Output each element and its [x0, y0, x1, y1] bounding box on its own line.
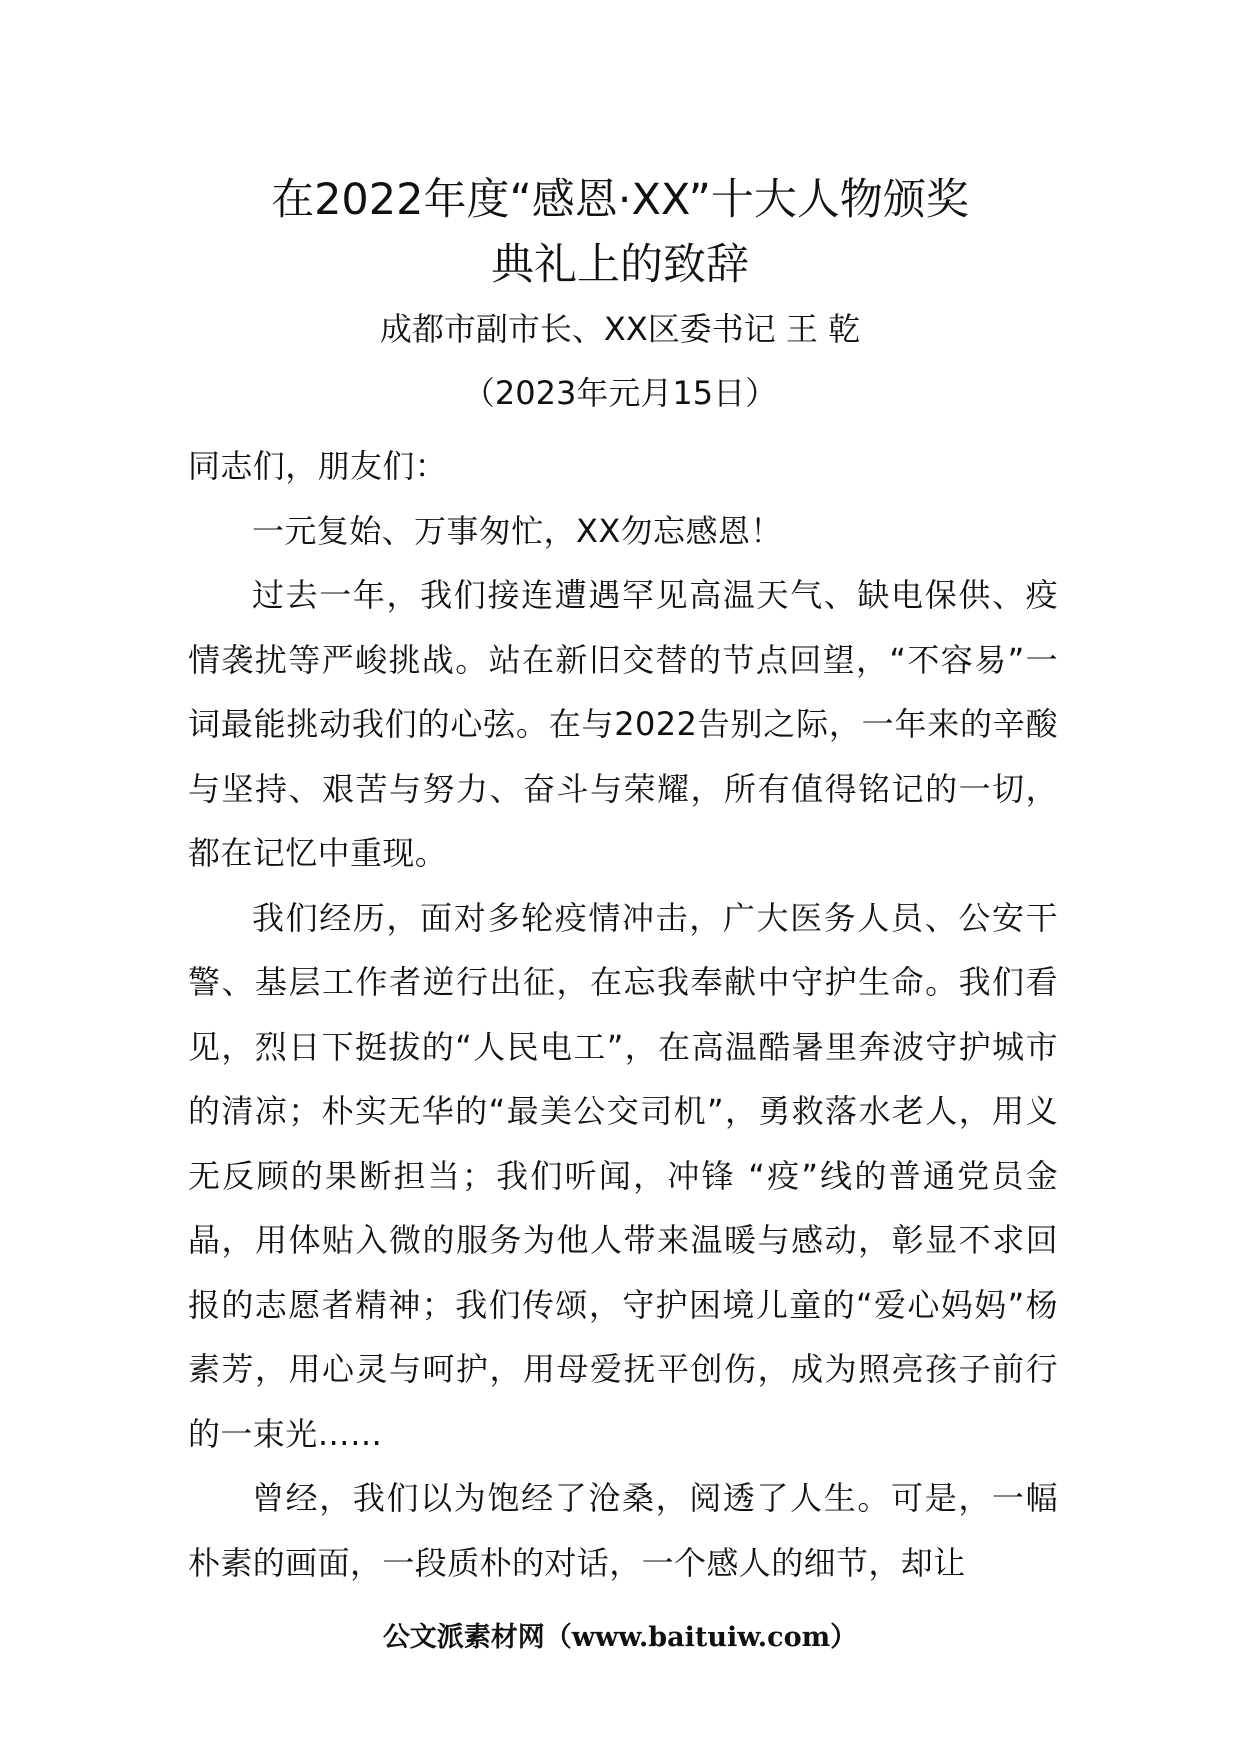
source-footer: 公文派素材网（www.baituiw.com） — [382, 1622, 858, 1653]
paragraph-2: 过去一年，我们接连遭遇罕见高温天气、缺电保供、疫情袭扰等严峻挑战。站在新旧交替的节点回望，“不容易”一词最能挑动我们的心弦。在与2022告别之际，一年来的辛酸与坚持、艰苦与努力、奋斗与荣耀，所有值得铭记的一切，都在记忆中重现。 — [188, 576, 1058, 872]
paragraph-4: 曾经，我们以为饱经了沧桑，阅透了人生。可是，一幅朴素的画面，一段质朴的对话，一个感人的细节，却让 — [188, 1479, 1058, 1582]
salutation: 同志们，朋友们： — [188, 447, 448, 485]
speech-date: （2023年元月15日） — [462, 374, 778, 412]
speech-body — [188, 434, 1058, 1595]
speaker-byline: 成都市副市长、XX区委书记 王 乾 — [379, 310, 861, 348]
paragraph-1: 一元复始、万事匆忙，XX勿忘感恩！ — [252, 511, 783, 550]
paragraph-3: 我们经历，面对多轮疫情冲击，广大医务人员、公安干警、基层工作者逆行出征，在忘我奉献中守护生命。我们看见，烈日下挺拔的“人民电工”，在高温酷暑里奔波守护城市的清凉；朴实无华的“最美公交司机”，勇救落水老人，用义无反顾的果断担当；我们听闻，冲锋 “疫”线的普通党员金晶，用体贴入微的服务为他人带来温暖与感动，彰显不求回报的志愿者精神；我们传颂，守护困境儿童的“爱心妈妈”杨素芳，用心灵与呵护，用母爱抚平创伤，成为照亮孩子前行的一束光…… — [188, 898, 1058, 1453]
document-title-line-2: 典礼上的致辞 — [491, 240, 749, 290]
document-title-line-1: 在2022年度“感恩·XX”十大人物颁奖 — [271, 175, 969, 225]
